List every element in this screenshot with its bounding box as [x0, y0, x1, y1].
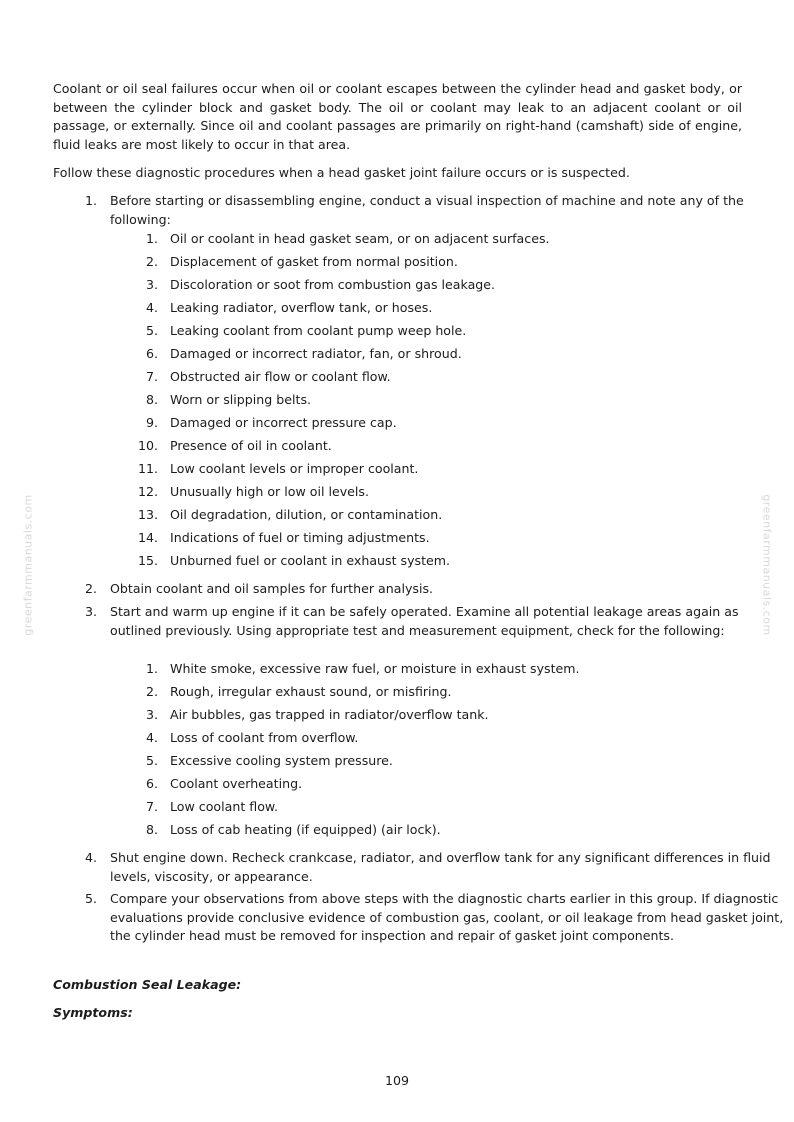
item-number: 2.: [145, 684, 158, 699]
item-number: 8.: [145, 822, 158, 837]
procedure-intro: Follow these diagnostic procedures when a head gasket joint failure occurs or is suspected.: [53, 165, 630, 180]
heading-symptoms: Symptoms:: [53, 1005, 133, 1020]
watermark-right: greenfarmmanuals.com: [760, 494, 774, 636]
item-text: Discoloration or soot from combustion gas leakage.: [170, 277, 496, 292]
item-number: 7.: [145, 799, 158, 814]
item-text: Obstructed air flow or coolant flow.: [170, 369, 391, 384]
item-number: 5.: [145, 323, 158, 338]
item-text: Leaking radiator, overflow tank, or hoses.: [170, 300, 433, 315]
item-number: 2.: [145, 254, 158, 269]
item-text: Coolant overheating.: [170, 776, 303, 791]
item-number: 5.: [145, 753, 158, 768]
item-number: 12.: [137, 484, 158, 499]
item-number: 9.: [145, 415, 158, 430]
item-text: Loss of coolant from overflow.: [170, 730, 359, 745]
item-number: 6.: [145, 346, 158, 361]
item-text: Unusually high or low oil levels.: [170, 484, 369, 499]
item-number: 1.: [145, 231, 158, 246]
page-number: 109: [384, 1073, 410, 1088]
item-text: Air bubbles, gas trapped in radiator/overflow tank.: [170, 707, 489, 722]
step-text: Before starting or disassembling engine, conduct a visual inspection of machine and note any of the following:: [110, 193, 744, 227]
item-number: 14.: [137, 530, 158, 545]
step-text: Start and warm up engine if it can be safely operated. Examine all potential leakage areas again as outlined previously. Using appropriate test and measurement equipment, check for the following:: [110, 604, 739, 638]
item-text: Presence of oil in coolant.: [170, 438, 332, 453]
item-number: 3.: [145, 277, 158, 292]
item-text: Excessive cooling system pressure.: [170, 753, 393, 768]
item-text: Worn or slipping belts.: [170, 392, 312, 407]
item-number: 4.: [145, 730, 158, 745]
item-number: 6.: [145, 776, 158, 791]
item-text: Unburned fuel or coolant in exhaust system.: [170, 553, 451, 568]
item-number: 8.: [145, 392, 158, 407]
step-text: Shut engine down. Recheck crankcase, radiator, and overflow tank for any significant differences in fluid levels, viscosity, or appearance.: [110, 850, 771, 884]
item-text: Leaking coolant from coolant pump weep hole.: [170, 323, 467, 338]
item-number: 3.: [145, 707, 158, 722]
item-text: Loss of cab heating (if equipped) (air lock).: [170, 822, 441, 837]
step-number: 3.: [84, 604, 97, 619]
item-text: Low coolant flow.: [170, 799, 279, 814]
step-number: 5.: [84, 891, 97, 906]
intro-paragraph: Coolant or oil seal failures occur when oil or coolant escapes between the cylinder head and gasket body, or between the cylinder block and gasket body. The oil or coolant may leak to an adjacent coolant or oil passage, or externally. Since oil and coolant passages are primarily on right-hand (camshaft) side of engine, fluid leaks are most likely to occur in that area.: [53, 81, 742, 152]
item-number: 13.: [137, 507, 158, 522]
item-text: Indications of fuel or timing adjustments.: [170, 530, 430, 545]
item-text: Low coolant levels or improper coolant.: [170, 461, 419, 476]
item-text: Damaged or incorrect pressure cap.: [170, 415, 397, 430]
item-text: White smoke, excessive raw fuel, or moisture in exhaust system.: [170, 661, 580, 676]
step-text: Obtain coolant and oil samples for further analysis.: [110, 581, 434, 596]
item-number: 1.: [145, 661, 158, 676]
item-text: Oil degradation, dilution, or contamination.: [170, 507, 443, 522]
step-number: 2.: [84, 581, 97, 596]
item-text: Damaged or incorrect radiator, fan, or shroud.: [170, 346, 462, 361]
step-number: 4.: [84, 850, 97, 865]
item-number: 15.: [137, 553, 158, 568]
item-text: Rough, irregular exhaust sound, or misfiring.: [170, 684, 452, 699]
item-number: 10.: [137, 438, 158, 453]
heading-combustion-seal-leakage: Combustion Seal Leakage:: [53, 977, 242, 992]
item-number: 11.: [137, 461, 158, 476]
item-number: 7.: [145, 369, 158, 384]
watermark-left: greenfarmmanuals.com: [21, 494, 35, 636]
step-text: Compare your observations from above steps with the diagnostic charts earlier in this group. If diagnostic evaluations provide conclusive evidence of combustion gas, coolant, or oil leakage from head gasket joint, the cylinder head must be removed for inspection and repair of gasket joint components.: [110, 891, 784, 944]
item-text: Displacement of gasket from normal position.: [170, 254, 458, 269]
item-text: Oil or coolant in head gasket seam, or on adjacent surfaces.: [170, 231, 550, 246]
item-number: 4.: [145, 300, 158, 315]
step-number: 1.: [84, 193, 97, 208]
